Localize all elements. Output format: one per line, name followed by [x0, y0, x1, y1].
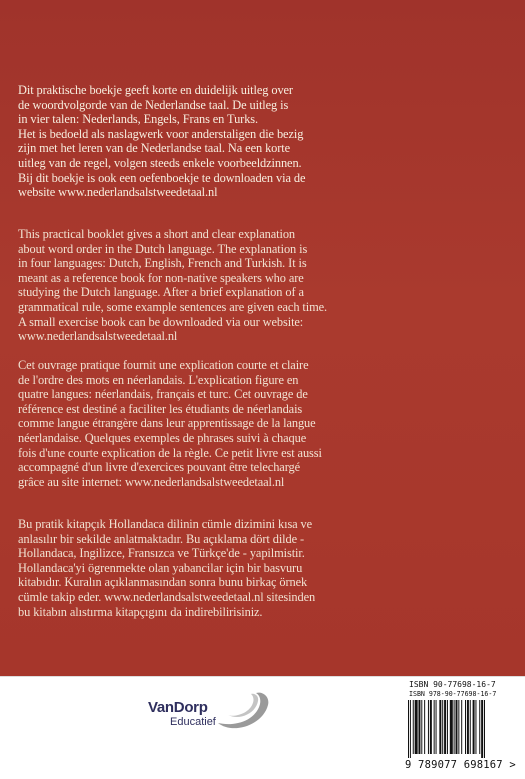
publisher-swoosh-icon — [208, 685, 278, 735]
barcode-bar — [481, 700, 483, 758]
barcode-bar — [430, 700, 432, 754]
publisher-logo — [108, 685, 278, 735]
barcode-bar — [465, 700, 466, 754]
barcode-digits: 9 789077 698167 > — [405, 759, 516, 771]
barcode-bar — [428, 700, 429, 754]
barcode-bar — [418, 700, 420, 754]
publisher-name: VanDorp — [148, 699, 208, 716]
barcode-bar — [458, 700, 459, 754]
barcode-bar — [413, 700, 414, 754]
barcode-bar — [424, 700, 425, 754]
barcode-bars — [407, 700, 515, 758]
barcode-bar — [473, 700, 475, 754]
barcode-bar — [447, 700, 448, 754]
isbn-barcode — [405, 680, 523, 775]
french-description: Cet ouvrage pratique fournit une explication courte et claire de l'ordre des mots en néerlandais. L'explication figure en quatre langues: néerlandais, français et turc. Cet ouvrage de référence est destiné a faciliter les étudiants de néerlandais comme langue étrangère dans leur apprentissage de la langue néerlandaise. Quelques exemples de phrases suivi à chaque fois d'une courte explication de la règle. Ce petit livre est aussi accompagné d'un livre d'exercices pouvant être telechargé grâce au site internet: www.nederlandsalstweedetaal.nl — [18, 358, 322, 489]
isbn-13: ISBN 978-90-77698-16-7 — [409, 690, 497, 698]
barcode-bar — [484, 700, 485, 758]
barcode-bar — [408, 700, 409, 758]
barcode-bar — [444, 700, 446, 754]
barcode-bar — [415, 700, 418, 754]
barcode-bar — [439, 700, 441, 754]
barcode-bar — [467, 700, 469, 754]
barcode-bar — [436, 700, 437, 754]
cover-footer — [0, 676, 525, 779]
barcode-bar — [454, 700, 455, 754]
barcode-bar — [456, 700, 458, 754]
barcode-bar — [479, 700, 480, 754]
barcode-bar — [461, 700, 462, 754]
barcode-bar — [450, 700, 453, 754]
barcode-bar — [434, 700, 435, 754]
english-description: This practical booklet gives a short and clear explanation about word order in the Dutch language. The explanation is in four languages: Dutch, English, French and Turkish. It is meant as a reference book for non-native speakers who are studying the Dutch language. After a brief explanation of a grammatical rule, some example sentences are given each time. A small exercise book can be downloaded via our website: www.nederlandsalstweedetaal.nl — [18, 227, 328, 344]
publisher-tagline: Educatief — [170, 716, 216, 728]
barcode-bar — [470, 700, 471, 754]
barcode-bar — [421, 700, 422, 754]
barcode-bar — [410, 700, 411, 758]
turkish-description: Bu pratik kitapçık Hollandaca dilinin cümle dizimini kısa ve anlasılır bir sekilde anlatmaktadır. Bu açıklama dört dilde - Hollandaca, Ingilizce, Fransızca ve Türkçe'de - yapilmistir. Hollandaca'yi ögrenmekte olan yabancilar için bir basvuru kitabıdır. Kuralın açıklanmasından sonra bunu birkaç örnek cümle takip eder. www.nederlandsalstweedetaal.nl sitesinden bu kitabın alıstırma kitapçıgını da indirebilirisiniz. — [18, 517, 316, 619]
barcode-bar — [475, 700, 476, 754]
dutch-description: Dit praktische boekje geeft korte en duidelijk uitleg over de woordvolgorde van de Nederlandse taal. De uitleg is in vier talen: Nederlands, Engels, Frans en Turks. Het is bedoeld als naslagwerk voor anderstaligen die bezig zijn met het leren van de Nederlandse taal. Na een korte uitleg van de regel, volgen steeds enkele voorbeeldzinnen. Bij dit boekje is ook een oefenboekje te downloaden via de website www.nederlandsalstweedetaal.nl — [18, 83, 306, 200]
barcode-bar — [442, 700, 443, 754]
isbn-10: ISBN 90-77698-16-7 — [409, 680, 496, 689]
